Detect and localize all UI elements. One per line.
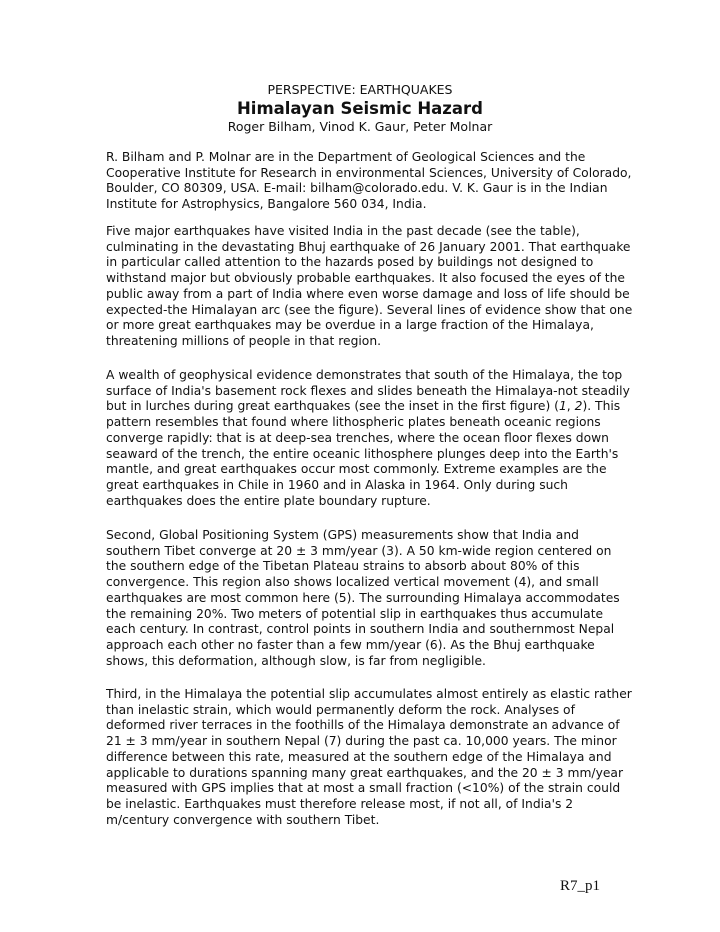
affiliation-paragraph — [106, 150, 632, 213]
text-line: 21 ± 3 mm/year in southern Nepal (7) during the past ca. 10,000 years. The minor — [106, 734, 617, 749]
text-line: Institute for Astrophysics, Bangalore 560 034, India. — [106, 197, 427, 212]
text-line: culminating in the devastating Bhuj earthquake of 26 January 2001. That earthquake — [106, 239, 631, 254]
text-fragment: but in lurches during great earthquakes (see the inset in the first figure) ( — [106, 399, 559, 414]
text-fragment: ). This — [582, 399, 621, 414]
text-line: the remaining 20%. Two meters of potential slip in earthquakes thus accumulate — [106, 606, 604, 621]
text-line: the southern edge of the Tibetan Plateau strains to absorb about 80% of this — [106, 559, 580, 574]
text-line: public away from a part of India where even worse damage and loss of life should be — [106, 286, 630, 301]
text-line: than inelastic strain, which would permanently deform the rock. Analyses of — [106, 702, 575, 717]
text-line: Cooperative Institute for Research in environmental Sciences, University of Colorado, — [106, 165, 632, 180]
text-line: mantle, and great earthquakes occur most commonly. Extreme examples are the — [106, 462, 607, 477]
text-line: surface of India's basement rock flexes and slides beneath the Himalaya-not steadily — [106, 383, 630, 398]
body-paragraph-intro — [106, 224, 633, 350]
text-line: threatening millions of people in that region. — [106, 333, 382, 348]
text-line: pattern resembles that found where lithospheric plates beneath oceanic regions — [106, 415, 601, 430]
section-kicker: PERSPECTIVE: EARTHQUAKES — [267, 82, 453, 97]
text-line: earthquakes are most common here (5). The surrounding Himalaya accommodates — [106, 590, 620, 605]
author-line: Roger Bilham, Vinod K. Gaur, Peter Molnar — [227, 119, 493, 134]
text-line: southern Tibet converge at 20 ± 3 mm/year (3). A 50 km-wide region centered on — [106, 543, 612, 558]
body-paragraph-geophysical — [106, 368, 630, 509]
text-line: great earthquakes in Chile in 1960 and in Alaska in 1964. Only during such — [106, 477, 568, 492]
text-line: applicable to durations spanning many great earthquakes, and the 20 ± 3 mm/year — [106, 765, 624, 780]
text-line: Boulder, CO 80309, USA. E-mail: bilham@colorado.edu. V. K. Gaur is in the Indian — [106, 181, 608, 196]
reference-number: 2 — [574, 399, 583, 414]
text-line: A wealth of geophysical evidence demonstrates that south of the Himalaya, the top — [106, 368, 623, 382]
text-line: Third, in the Himalaya the potential slip accumulates almost entirely as elastic rather — [106, 687, 632, 701]
text-line: shows, this deformation, although slow, is far from negligible. — [106, 653, 486, 668]
text-line: measured with GPS implies that at most a small fraction (<10%) of the strain could — [106, 781, 621, 796]
text-line: deformed river terraces in the foothills of the Himalaya demonstrate an advance of — [106, 718, 620, 733]
text-fragment: , — [566, 399, 575, 414]
text-line — [106, 399, 626, 415]
text-line: approach each other no faster than a few mm/year (6). As the Bhuj earthquake — [106, 637, 595, 652]
text-line: seaward of the trench, the entire oceanic lithosphere plunges deep into the Earth's — [106, 446, 619, 461]
reference-number: 1 — [558, 399, 567, 414]
text-line: difference between this rate, measured at the southern edge of the Himalaya and — [106, 749, 612, 764]
text-line: Second, Global Positioning System (GPS) measurements show that India and — [106, 528, 579, 542]
text-line: or more great earthquakes may be overdue in a large fraction of the Himalaya, — [106, 318, 594, 333]
text-line: convergence. This region also shows localized vertical movement (4), and small — [106, 575, 599, 590]
text-line: withstand major but obviously probable earthquakes. It also focused the eyes of the — [106, 271, 625, 286]
body-paragraph-gps — [106, 528, 626, 669]
body-paragraph-elastic-strain — [106, 687, 632, 828]
text-line: expected-the Himalayan arc (see the figure). Several lines of evidence show that one — [106, 302, 633, 317]
text-line: R. Bilham and P. Molnar are in the Department of Geological Sciences and the — [106, 150, 586, 164]
page-label: R7_p1 — [560, 878, 601, 894]
article-title: Himalayan Seismic Hazard — [236, 99, 483, 118]
text-line: in particular called attention to the hazards posed by buildings not designed to — [106, 255, 594, 270]
text-line: earthquakes does the entire plate boundary rupture. — [106, 493, 431, 508]
text-line: each century. In contrast, control points in southern India and southernmost Nepal — [106, 622, 615, 637]
text-line: m/century convergence with southern Tibet. — [106, 812, 380, 827]
text-line: Five major earthquakes have visited India in the past decade (see the table), — [106, 224, 580, 238]
text-line: be inelastic. Earthquakes must therefore release most, if not all, of India's 2 — [106, 796, 574, 811]
text-line: converge rapidly: that is at deep-sea trenches, where the ocean floor flexes down — [106, 430, 609, 445]
